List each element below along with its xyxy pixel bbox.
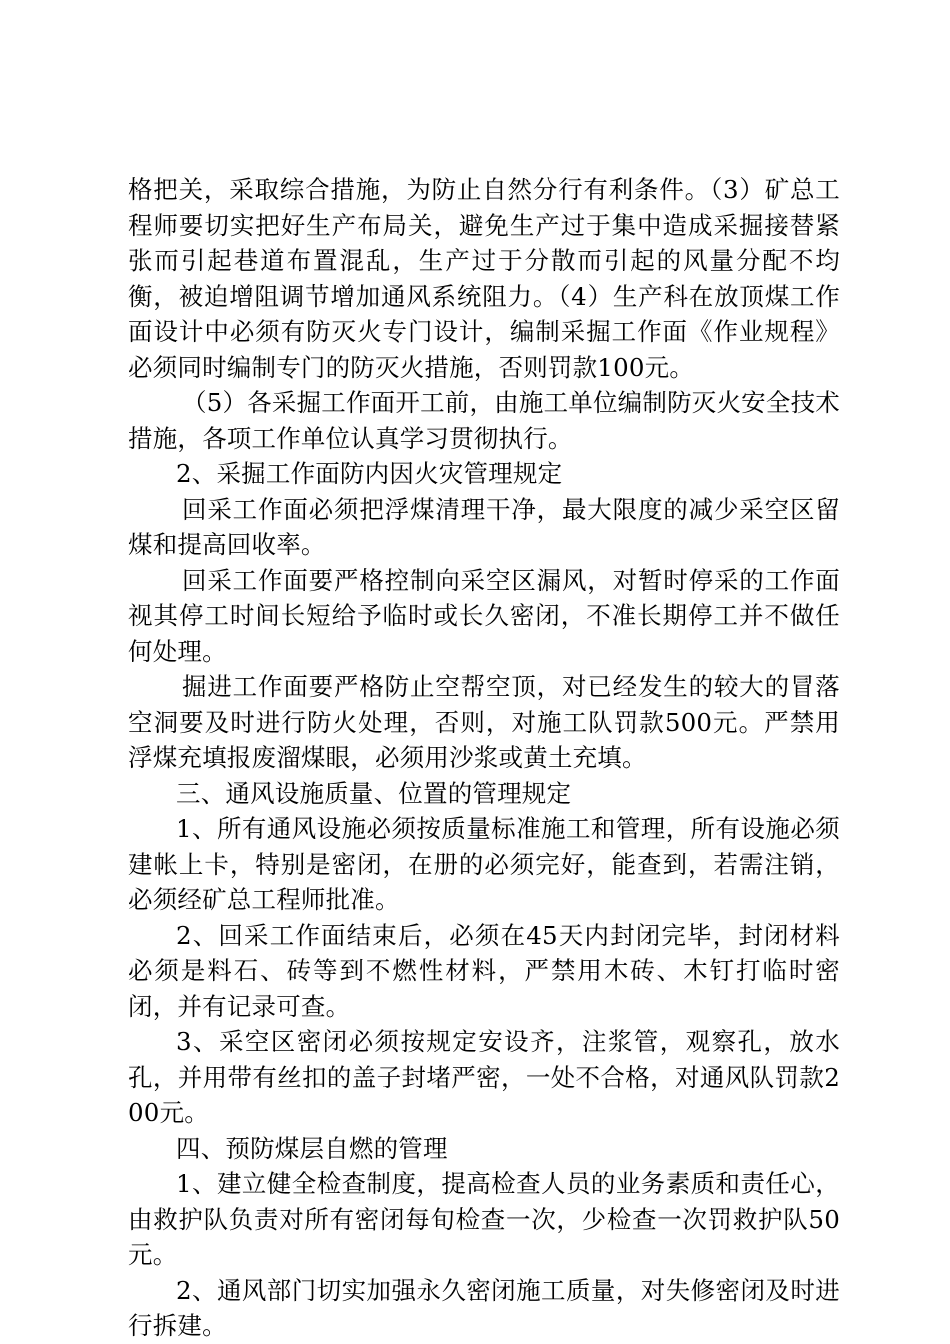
paragraph-ventilation-item-3: 3、采空区密闭必须按规定安设齐，注浆管，观察孔，放水孔，并用带有丝扣的盖子封堵严密，一处不合格，对通风队罚款200元。	[128, 1027, 840, 1127]
document-body	[128, 172, 840, 1344]
section-heading-ventilation-facilities: 三、通风设施质量、位置的管理规定	[176, 778, 572, 808]
paragraph-tunneling: 掘进工作面要严格防止空帮空顶，对已经发生的较大的冒落空洞要及时进行防火处理，否则，对施工队罚款500元。严禁用浮煤充填报废溜煤眼，必须用沙浆或黄土充填。	[128, 672, 840, 772]
paragraph-combustion-item-1: 1、建立健全检查制度，提高检查人员的业务素质和责任心，由救护队负责对所有密闭每旬检查一次，少检查一次罚救护队50元。	[128, 1169, 840, 1269]
paragraph-item-5: （5）各采掘工作面开工前，由施工单位编制防灭火安全技术措施，各项工作单位认真学习贯彻执行。	[128, 388, 840, 453]
paragraph-ventilation-item-2: 2、回采工作面结束后，必须在45天内封闭完毕，封闭材料必须是料石、砖等到不燃性材料，严禁用木砖、木钉打临时密闭，并有记录可查。	[128, 920, 840, 1021]
paragraph-combustion-item-2: 2、通风部门切实加强永久密闭施工质量，对失修密闭及时进行拆建。	[128, 1275, 840, 1340]
paragraph-air-leakage: 回采工作面要严格控制向采空区漏风，对暂时停采的工作面视其停工时间长短给予临时或长久密闭，不准长期停工并不做任何处理。	[128, 565, 840, 666]
section-heading-spontaneous-combustion: 四、预防煤层自燃的管理	[176, 1133, 448, 1163]
paragraph-float-coal: 回采工作面必须把浮煤清理干净，最大限度的减少采空区留煤和提高回收率。	[128, 494, 840, 559]
section-heading-internal-fire: 2、采掘工作面防内因火灾管理规定	[176, 459, 563, 488]
paragraph-ventilation-item-1: 1、所有通风设施必须按质量标准施工和管理，所有设施必须建帐上卡，特别是密闭，在册的必须完好，能查到，若需注销，必须经矿总工程师批准。	[128, 814, 840, 914]
paragraph-fire-prevention-measures: 格把关，采取综合措施，为防止自然分行有利条件。（3）矿总工程师要切实把好生产布局关，避免生产过于集中造成采掘接替紧张而引起巷道布置混乱，生产过于分散而引起的风量分配不均衡，被迫增阻调节增加通风系统阻力。（4）生产科在放顶煤工作面设计中必须有防灭火专门设计，编制采掘工作面《作业规程》必须同时编制专门的防灭火措施，否则罚款100元。	[128, 175, 840, 382]
